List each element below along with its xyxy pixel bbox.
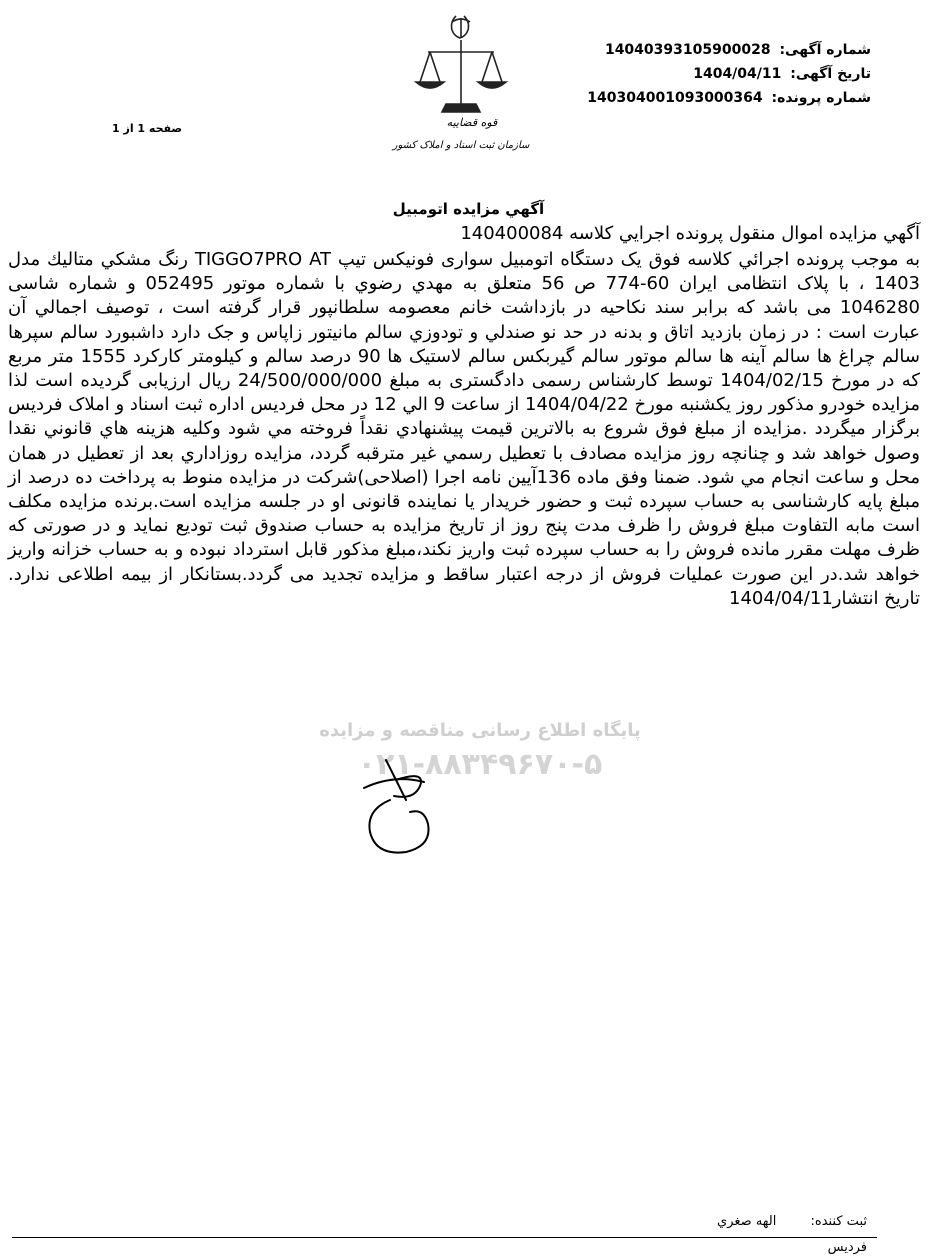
watermark-line2: ۰۲۱-۸۸۳۴۹۶۷۰-۵: [357, 747, 603, 782]
registrar-row: [717, 1212, 867, 1232]
page-number: صفحه 1 از 1: [112, 122, 183, 135]
registrar-label: ثبت کننده:: [810, 1214, 867, 1229]
judiciary-emblem-icon: [386, 8, 536, 158]
file-number-label: شماره پرونده:: [771, 90, 871, 106]
watermark-line1: پایگاه اطلاع رسانی مناقصه و مزایده: [319, 720, 641, 741]
footer-divider: [12, 1237, 877, 1238]
ad-number-label: شماره آگهی:: [779, 42, 871, 58]
footer: [717, 1212, 867, 1258]
emblem-org-line2: سازمان ثبت اسناد و املاک کشور: [392, 140, 530, 151]
ad-date-label: تاریخ آگهی:: [790, 66, 871, 82]
office-name: فرديس: [827, 1240, 867, 1255]
ad-number-row: [587, 38, 871, 62]
file-number-row: [587, 86, 871, 110]
ad-date-row: [587, 62, 871, 86]
ad-subject: آگهي مزايده اموال منقول پرونده اجرايي كلاسه 140400084: [460, 223, 920, 244]
handwritten-signature: [336, 752, 466, 862]
registrar-name: الهه صغري: [717, 1214, 777, 1229]
ad-number: 14040393105900028: [604, 42, 771, 58]
page-title: آگهي مزايده اتومبيل: [392, 200, 545, 218]
watermark: [270, 690, 690, 810]
file-number: 140304001093000364: [587, 90, 763, 106]
ad-meta: [587, 38, 871, 110]
ad-body-text: به موجب پرونده اجرائي كلاسه فوق یک دستگاه اتومبیل سواری فونیکس تیپ TIGGO7PRO AT رنگ مشكي متاليك مدل 1403 ، با پلاک انتظامی ایران 60-774 ص 56 متعلق به مهدي رضوي با شماره موتور 052495 و شماره شاسی 1046280 می باشد که برابر سند نکاحیه در بازداشت خانم معصومه سلطانپور قرار گرفته است ، توصيف اجمالي آن عبارت است : در زمان بازدید اتاق و بدنه در حد نو صندلي و تودوزي سالم مانيتور زاپاس و جک دارد داشبورد سالم سپرها سالم چراغ ها سالم آینه ها سالم موتور سالم گیربکس سالم لاستیک ها 90 درصد سالم و کیلومتر کارکرد 1555 متر مربع که در مورخ 1404/02/15 توسط کارشناس رسمی دادگستری به مبلغ 24/500/000/000 ریال ارزیابی گردیده است لذا مزايده خودرو مذكور روز يكشنبه مورخ 1404/04/22 از ساعت 9 الي 12 در محل فرديس اداره ثبت اسناد و املاک فرديس برگزار ميگردد .مزايده از مبلغ فوق شروع به بالاترين قيمت پيشنهادي نقداً فروخته مي شود وكليه هزينه هاي قانوني نقدا وصول خواهد شد و چنانچه روز مزايده مصادف با تعطيل رسمي غير مترقبه گردد، مزايده روزاداري بعد از تعطيل در همان محل و ساعت انجام مي شود. ضمنا وفق ماده 136آيين نامه اجرا (اصلاحی)شرکت در مزایده منوط به پرداخت ده درصد از مبلغ پایه کارشناسی به حساب سپرده ثبت و حضور خریدار یا نماینده قانونی او در جلسه مزایده است.برنده مزایده مکلف است مابه التفاوت مبلغ فروش را ظرف مدت پنج روز از تاریخ مزایده به حساب صندوق ثبت تودیع نماید و در صورتی که ظرف مهلت مقرر مانده فروش را به حساب سپرده ثبت واریز نکند،مبلغ مذکور قابل استرداد نبوده و به حساب خزانه واریز خواهد شد.در این صورت عملیات فروش از درجه اعتبار ساقط و مزایده تجدید می گردد.بستانکار از بیمه اطلاعی ندارد. تاریخ انتشار1404/04/11: [8, 249, 921, 609]
ad-body: [8, 222, 920, 611]
ad-date: 1404/04/11: [693, 66, 782, 82]
emblem-org-line1: قوه قضاییه: [446, 116, 498, 129]
